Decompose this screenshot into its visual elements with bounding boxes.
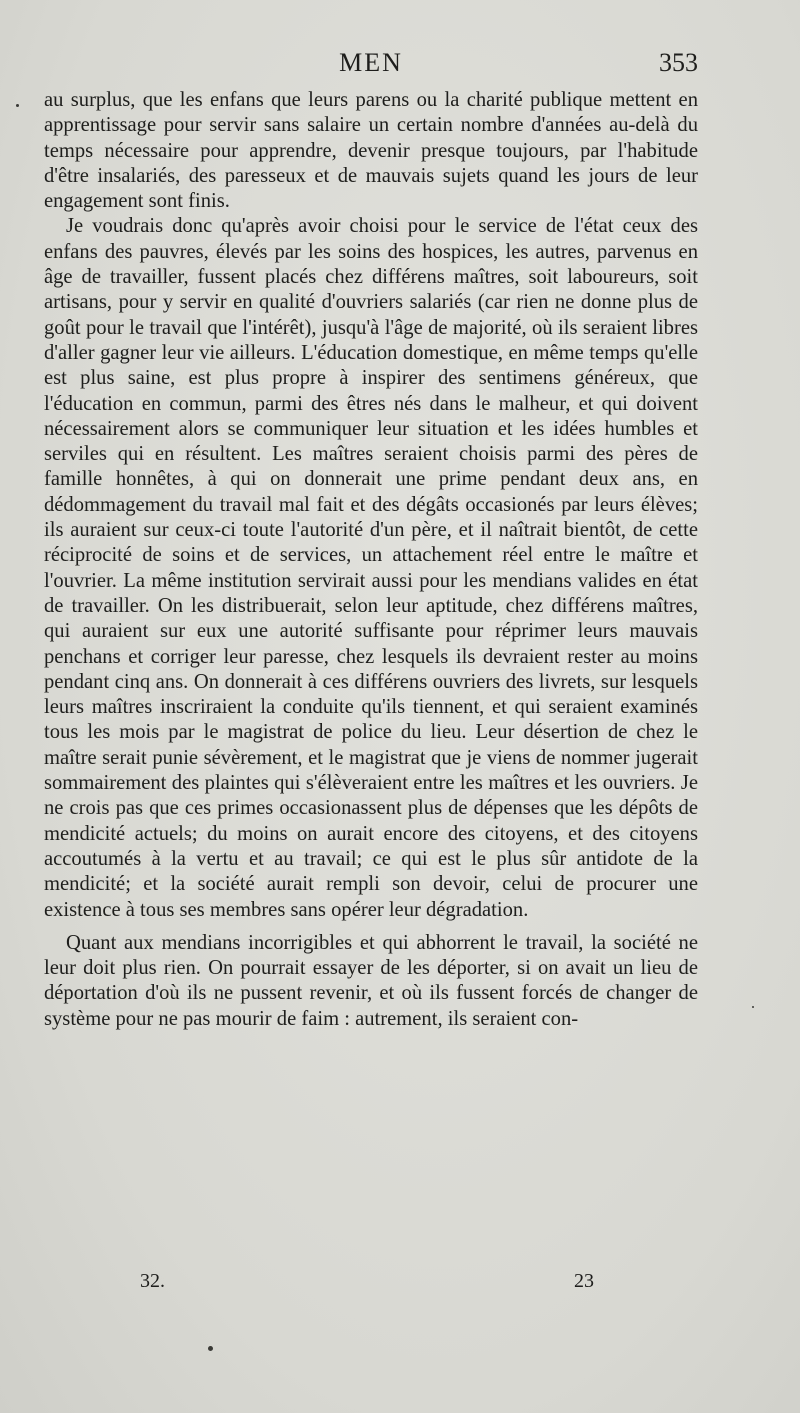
page-number: 353	[659, 48, 698, 77]
page-footer	[44, 1270, 698, 1300]
gathering-mark: 23	[574, 1270, 594, 1292]
ink-speck	[16, 104, 19, 107]
running-head-title: MEN	[339, 48, 403, 77]
signature-mark: 32.	[140, 1270, 165, 1292]
body-text	[44, 88, 698, 1032]
ink-speck	[752, 1006, 754, 1008]
running-head	[44, 48, 698, 88]
paragraph-continuation: au surplus, que les enfans que leurs parens ou la charité publique mettent en apprentissage pour servir sans salaire un certain nombre d'années au-delà du temps nécessaire pour apprendre, devenir presque toujours, par l'habitude d'être insalariés, des paresseux et de mauvais sujets quand les jours de leur engagement sont finis.	[44, 89, 698, 213]
paragraph-incorrigibles: Quant aux mendians incorrigibles et qui abhorrent le travail, la société ne leur doit plus rien. On pourrait essayer de les déporter, si on avait un lieu de déportation d'où ils ne pussent revenir, et où ils fussent forcés de changer de système pour ne pas mourir de faim : autrement, ils seraient con-	[44, 931, 698, 1030]
paragraph-proposal: Je voudrais donc qu'après avoir choisi pour le service de l'état ceux des enfans des pauvres, élevés par les soins des hospices, les autres, parvenus en âge de travailler, fussent placés chez différens maîtres, soit laboureurs, soit artisans, pour y servir en qualité d'ouvriers salariés (car rien ne donne plus de goût pour le travail que l'intérêt), jusqu'à l'âge de majorité, où ils seraient libres d'aller gagner leur vie ailleurs. L'éducation domestique, en même temps qu'elle est plus saine, est plus propre à inspirer des sentimens généreux, que l'éducation en commun, parmi des êtres nés dans le malheur, et qui doivent nécessairement alors se communiquer leur situation et les idées humbles et serviles qui en résultent. Les maîtres seraient choisis parmi des pères de famille honnêtes, à qui on donnerait une prime pendant deux ans, en dédommagement du travail mal fait et des dégâts occasionés par leurs élèves; ils auraient sur ceux-ci toute l'autorité d'un père, et il naîtrait bientôt, de cette réciprocité de soins et de services, un attachement réel entre le maître et l'ouvrier. La même institution servirait aussi pour les mendians valides en état de travailler. On les distribuerait, selon leur aptitude, chez différens maîtres, qui auraient sur eux une autorité suffisante pour réprimer leurs mauvais penchans et corriger leur paresse, chez lesquels ils devraient rester au moins pendant cinq ans. On donnerait à ces différens ouvriers des livrets, sur lesquels leurs maîtres inscriraient la conduite qu'ils tiennent, et qui seraient examinés tous les mois par le magistrat de police du lieu. Leur désertion de chez le maître serait punie sévèrement, et le magistrat que je viens de nommer jugerait sommairement des plaintes qui s'élèveraient entre les maîtres et les ouvriers. Je ne crois pas que ces primes occasionassent plus de dépenses que les dépôts de mendicité actuels; du moins on aurait encore des citoyens, et des citoyens accoutumés à la vertu et au travail; ce qui est le plus sûr antidote de la mendicité; et la société aurait rempli son devoir, celui de procurer une existence à tous ses membres sans opérer leur dégradation.	[44, 215, 698, 921]
ink-speck	[208, 1346, 213, 1351]
